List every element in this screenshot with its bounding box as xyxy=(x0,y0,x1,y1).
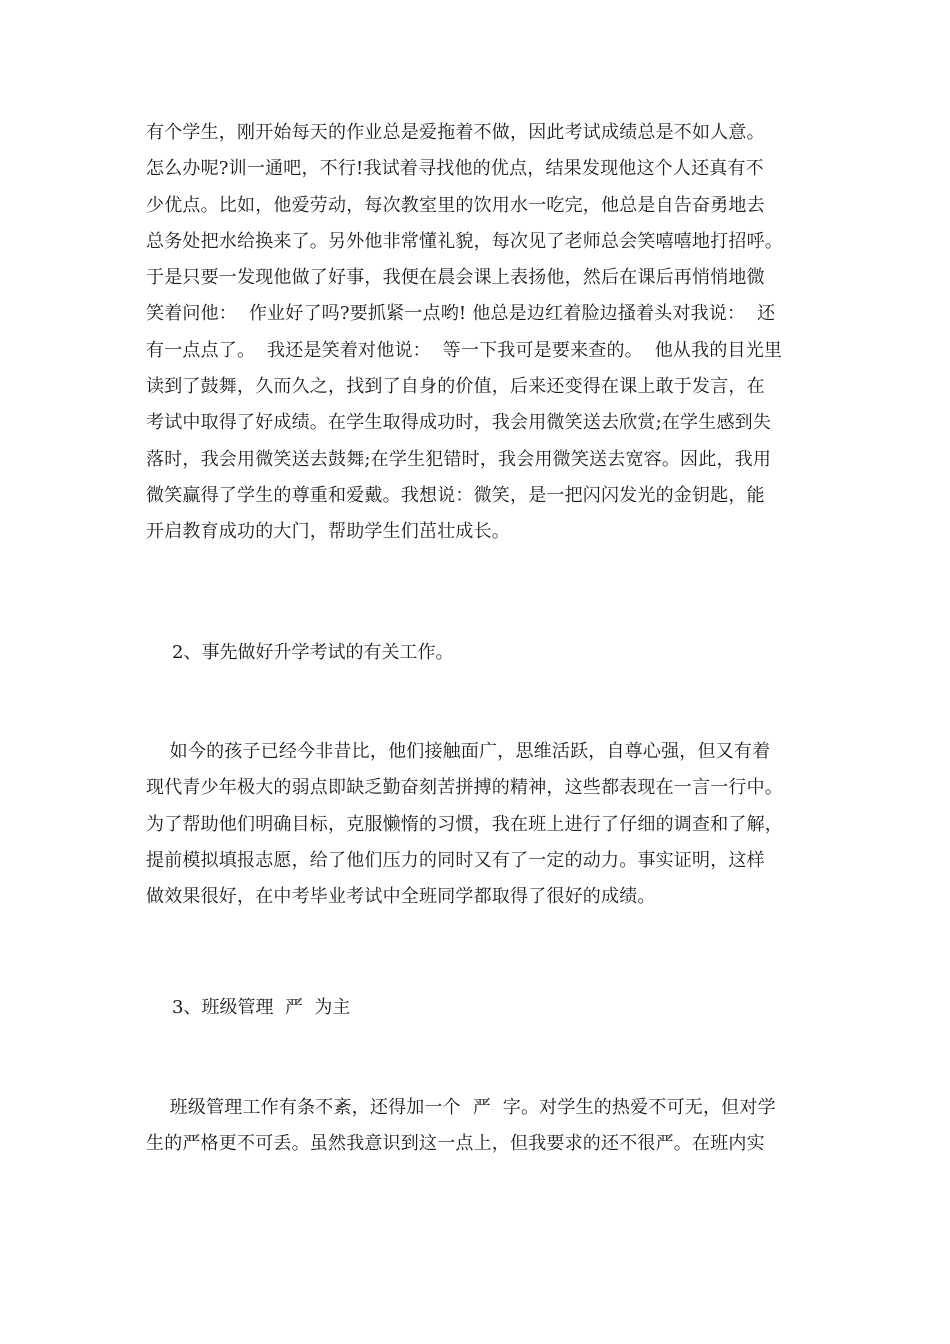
section-heading-exam-prep: 2、事先做好升学考试的有关工作。 xyxy=(172,642,454,663)
paragraph-class-management xyxy=(146,1090,806,1163)
paragraph-line: 现代青少年极大的弱点即缺乏勤奋刻苦拼搏的精神，这些都表现在一言一行中。 xyxy=(146,777,783,799)
paragraph-line: 少优点。比如，他爱劳动，每次教室里的饮用水一吃完，他总是自告奋勇地去 xyxy=(146,194,765,216)
paragraph-line: 提前模拟填报志愿，给了他们压力的同时又有了一定的动力。事实证明，这样 xyxy=(146,849,765,871)
paragraph-line: 生的严格更不可丢。虽然我意识到这一点上，但我要求的还不很严。在班内实 xyxy=(146,1133,765,1155)
paragraph-exam-prep xyxy=(146,734,806,915)
paragraph-line: 开启教育成功的大门，帮助学生们茁壮成长。 xyxy=(146,521,510,543)
paragraph-line: 读到了鼓舞，久而久之，找到了自身的价值，后来还变得在课上敢于发言，在 xyxy=(146,376,765,398)
paragraph-line: 于是只要一发现他做了好事，我便在晨会课上表扬他，然后在课后再悄悄地微 xyxy=(146,267,765,289)
paragraph-line: 微笑赢得了学生的尊重和爱戴。我想说：微笑，是一把闪闪发光的金钥匙，能 xyxy=(146,484,765,506)
paragraph-line: 有一点点了。 我还是笑着对他说： 等一下我可是要来查的。 他从我的目光里 xyxy=(146,339,783,361)
paragraph-line: 做效果很好，在中考毕业考试中全班同学都取得了很好的成绩。 xyxy=(146,886,656,908)
paragraph-line: 为了帮助他们明确目标，克服懒惰的习惯，我在班上进行了仔细的调查和了解， xyxy=(146,813,783,835)
paragraph-line: 怎么办呢?训一通吧，不行!我试着寻找他的优点，结果发现他这个人还真有不 xyxy=(146,158,764,180)
paragraph-line: 笑着问他： 作业好了吗?要抓紧一点哟! 他总是边红着脸边搔着头对我说： 还 xyxy=(146,303,776,325)
paragraph-smile-education xyxy=(146,115,806,551)
paragraph-line: 有个学生，刚开始每天的作业总是爱拖着不做，因此考试成绩总是不如人意。 xyxy=(146,122,765,143)
section-heading-class-management: 3、班级管理 严 为主 xyxy=(172,997,351,1018)
paragraph-line: 班级管理工作有条不紊，还得加一个 严 字。对学生的热爱不可无，但对学 xyxy=(146,1097,776,1118)
paragraph-line: 总务处把水给换来了。另外他非常懂礼貌，每次见了老师总会笑嘻嘻地打招呼。 xyxy=(146,230,783,252)
paragraph-line: 落时，我会用微笑送去鼓舞;在学生犯错时，我会用微笑送去宽容。因此，我用 xyxy=(146,448,772,470)
paragraph-line: 如今的孩子已经今非昔比，他们接触面广，思维活跃，自尊心强，但又有着 xyxy=(146,741,771,762)
paragraph-line: 考试中取得了好成绩。在学生取得成功时，我会用微笑送去欣赏;在学生感到失 xyxy=(146,412,772,434)
